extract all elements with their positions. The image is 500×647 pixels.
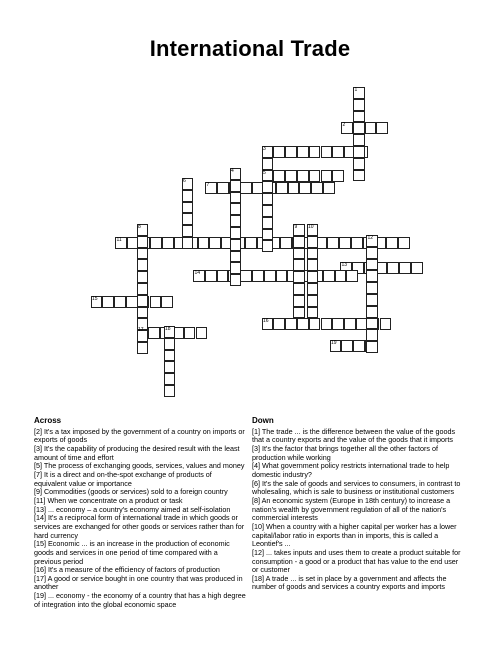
grid-cell[interactable]	[341, 340, 353, 352]
clue-down-8: [8] An economic system (Europe in 18th century) to increase a nation's wealth by government regulation of all of the nation's commercial interests	[252, 495, 451, 523]
grid-number: 3	[263, 146, 266, 153]
grid-cell[interactable]	[411, 262, 423, 274]
grid-cell[interactable]	[280, 237, 292, 249]
grid-cell[interactable]	[182, 237, 194, 249]
down-clues	[252, 417, 466, 592]
grid-cell[interactable]	[137, 295, 149, 307]
grid-cell[interactable]	[321, 146, 333, 158]
grid-cell[interactable]	[297, 170, 309, 182]
clue-across-2: [2] It's a tax imposed by the government of a country on imports or exports of goods	[34, 426, 245, 445]
grid-cell[interactable]	[137, 236, 149, 248]
grid-cell[interactable]	[307, 236, 319, 248]
clue-down-6: [6] It's the sale of goods and services to consumers, in contrast to wholesaling, which is sale to business or institutional customers	[252, 478, 461, 497]
grid-cell[interactable]	[399, 262, 411, 274]
grid-cell[interactable]	[230, 251, 242, 263]
grid-cell[interactable]	[196, 327, 208, 339]
grid-cell[interactable]	[273, 318, 285, 330]
grid-cell[interactable]	[230, 203, 242, 215]
clue-across-13: [13] ... economy – a country's economy aimed at self-isolation	[34, 504, 231, 514]
grid-number: 15	[92, 296, 98, 303]
grid-cell[interactable]	[366, 294, 378, 306]
grid-cell[interactable]	[351, 237, 363, 249]
grid-cell[interactable]	[353, 99, 365, 111]
grid-cell[interactable]	[198, 237, 210, 249]
grid-cell[interactable]	[321, 170, 333, 182]
grid-cell[interactable]	[230, 274, 242, 286]
grid-cell[interactable]	[164, 361, 176, 373]
grid-cell[interactable]	[293, 236, 305, 248]
grid-number: 14	[194, 270, 201, 277]
grid-number: 18	[165, 326, 171, 333]
grid-number: 8	[138, 224, 141, 231]
grid-cell[interactable]	[276, 270, 288, 282]
grid-cell[interactable]	[346, 270, 358, 282]
grid-cell[interactable]	[262, 240, 274, 252]
clue-across-14: [14] It's a reciprocal form of international trade in which goods or services are exchanged for other goods or services rather than for hard currency	[34, 513, 245, 540]
grid-cell[interactable]	[240, 270, 252, 282]
grid-number: 10	[308, 224, 314, 231]
grid-cell[interactable]	[137, 283, 149, 295]
grid-cell[interactable]	[353, 170, 365, 182]
grid-cell[interactable]	[339, 237, 351, 249]
grid-cell[interactable]	[293, 259, 305, 271]
grid-cell[interactable]	[307, 271, 319, 283]
down-heading: Down	[252, 416, 274, 425]
grid-cell[interactable]	[387, 262, 399, 274]
grid-cell[interactable]	[162, 237, 174, 249]
grid-cell[interactable]	[366, 329, 378, 341]
grid-cell[interactable]	[182, 190, 194, 202]
clue-across-11: [11] When we concentrate on a product or task	[34, 495, 183, 505]
grid-cell[interactable]	[230, 227, 242, 239]
grid-cell[interactable]	[386, 237, 398, 249]
grid-cell[interactable]	[293, 295, 305, 307]
grid-cell[interactable]	[309, 146, 321, 158]
clue-across-7: [7] It is a direct and on-the-spot exchange of products of equivalent value or importance	[34, 469, 212, 488]
grid-cell[interactable]	[332, 318, 344, 330]
grid-number: 5	[263, 170, 266, 177]
grid-cell[interactable]	[230, 192, 242, 204]
grid-cell[interactable]	[164, 385, 176, 397]
grid-cell[interactable]	[297, 318, 309, 330]
grid-cell[interactable]	[353, 122, 365, 134]
clue-down-12: [12] ... takes inputs and uses them to create a product suitable for consumption - a good or a product that has value to the end user or customer	[252, 547, 461, 575]
clue-down-18: [18] A trade ... is set in place by a government and affects the number of goods and services a country exports and imports	[252, 573, 447, 592]
grid-cell[interactable]	[353, 111, 365, 123]
grid-cell[interactable]	[252, 270, 264, 282]
grid-cell[interactable]	[365, 122, 377, 134]
grid-cell[interactable]	[353, 340, 365, 352]
grid-cell[interactable]	[311, 182, 323, 194]
clue-across-9: [9] Commodities (goods or services) sold to a foreign country	[34, 487, 228, 497]
grid-cell[interactable]	[323, 182, 335, 194]
grid-cell[interactable]	[137, 307, 149, 319]
grid-cell[interactable]	[299, 182, 311, 194]
grid-number: 17	[138, 327, 144, 334]
grid-cell[interactable]	[150, 237, 162, 249]
grid-cell[interactable]	[297, 146, 309, 158]
clue-across-15: [15] Economic ... is an increase in the production of economic goods and services in one period of time compared with a previous period	[34, 539, 230, 566]
grid-cell[interactable]	[366, 259, 378, 271]
clue-across-17: [17] A good or service bought in one country that was produced in another	[34, 573, 243, 592]
grid-cell[interactable]	[137, 342, 149, 354]
grid-cell[interactable]	[366, 341, 378, 353]
grid-number: 4	[231, 168, 234, 175]
grid-cell[interactable]	[184, 327, 196, 339]
clue-across-3: [3] It's the capability of producing the desired result with the least amount of time and effort	[34, 443, 240, 462]
grid-cell[interactable]	[217, 182, 229, 194]
grid-cell[interactable]	[366, 282, 378, 294]
grid-cell[interactable]	[285, 318, 297, 330]
grid-cell[interactable]	[307, 307, 319, 319]
grid-cell[interactable]	[327, 237, 339, 249]
grid-cell[interactable]	[164, 350, 176, 362]
grid-cell[interactable]	[276, 182, 288, 194]
clue-down-3: [3] It's the factor that brings together all the other factors of production while working	[252, 443, 438, 462]
grid-cell[interactable]	[262, 158, 274, 170]
grid-cell[interactable]	[293, 283, 305, 295]
grid-cell[interactable]	[366, 270, 378, 282]
clue-down-4: [4] What government policy restricts international trade to help domestic industry?	[252, 461, 450, 479]
grid-cell[interactable]	[398, 237, 410, 249]
grid-cell[interactable]	[332, 146, 344, 158]
grid-cell[interactable]	[262, 205, 274, 217]
grid-cell[interactable]	[353, 134, 365, 146]
grid-cell[interactable]	[273, 170, 285, 182]
grid-cell[interactable]	[353, 158, 365, 170]
grid-cell[interactable]	[321, 318, 333, 330]
grid-cell[interactable]	[230, 215, 242, 227]
grid-cell[interactable]	[293, 248, 305, 260]
clue-down-1: [1] The trade ... is the difference between the value of the goods that a country exports and the value of the goods that it imports	[252, 426, 456, 445]
grid-cell[interactable]	[161, 296, 173, 308]
grid-cell[interactable]	[293, 307, 305, 319]
grid-cell[interactable]	[262, 193, 274, 205]
grid-cell[interactable]	[380, 318, 392, 330]
grid-cell[interactable]	[288, 182, 300, 194]
grid-cell[interactable]	[309, 170, 321, 182]
grid-number: 2	[342, 122, 346, 129]
grid-cell[interactable]	[205, 270, 217, 282]
clue-across-19: [19] ... economy - the economy of a country that has a high degree of integration into the global economic space	[34, 591, 246, 609]
grid-cell[interactable]	[335, 270, 347, 282]
grid-number: 13	[341, 262, 348, 269]
grid-cell[interactable]	[262, 229, 274, 241]
grid-cell[interactable]	[114, 296, 126, 308]
grid-cell[interactable]	[230, 180, 242, 192]
grid-cell[interactable]	[366, 318, 378, 330]
grid-cell[interactable]	[309, 318, 321, 330]
grid-number: 12	[367, 235, 374, 242]
grid-cell[interactable]	[150, 296, 162, 308]
grid-cell[interactable]	[102, 296, 114, 308]
page-title: International Trade	[149, 36, 351, 61]
clue-down-10: [10] When a country with a higher capital per worker has a lower capital/labor ratio in exports than in imports, this is called a Leontief's ...	[252, 521, 457, 549]
grid-cell[interactable]	[285, 170, 297, 182]
grid-cell[interactable]	[307, 248, 319, 260]
grid-number: 1	[354, 87, 358, 94]
grid-cell[interactable]	[332, 170, 344, 182]
grid-cell[interactable]	[307, 259, 319, 271]
grid-number: 7	[206, 182, 210, 189]
grid-cell[interactable]	[209, 237, 221, 249]
grid-cell[interactable]	[164, 338, 176, 350]
grid-cell[interactable]	[264, 270, 276, 282]
grid-cell[interactable]	[262, 181, 274, 193]
grid-cell[interactable]	[366, 306, 378, 318]
grid-cell[interactable]	[230, 262, 242, 274]
grid-cell[interactable]	[182, 213, 194, 225]
grid-cell[interactable]	[137, 271, 149, 283]
grid-number: 6	[183, 178, 186, 185]
grid-cell[interactable]	[376, 122, 388, 134]
grid-cell[interactable]	[293, 271, 305, 283]
grid-cell[interactable]	[137, 248, 149, 260]
grid-cell[interactable]	[182, 202, 194, 214]
clue-across-5: [5] The process of exchanging goods, services, values and money	[34, 461, 245, 471]
grid-number: 9	[294, 224, 298, 231]
grid-cell[interactable]	[240, 182, 252, 194]
grid-cell[interactable]	[323, 270, 335, 282]
grid-cell[interactable]	[307, 295, 319, 307]
grid-cell[interactable]	[366, 247, 378, 259]
across-clues	[34, 417, 246, 609]
grid-number: 11	[116, 237, 122, 244]
grid-cell[interactable]	[273, 146, 285, 158]
grid-cell[interactable]	[353, 146, 365, 158]
grid-cell[interactable]	[217, 270, 229, 282]
grid-cell[interactable]	[182, 225, 194, 237]
grid-number: 16	[263, 318, 269, 325]
clue-across-16: [16] It's a measure of the efficiency of factors of production	[34, 565, 220, 575]
grid-cell[interactable]	[164, 373, 176, 385]
grid-cell[interactable]	[285, 146, 297, 158]
grid-cell[interactable]	[344, 318, 356, 330]
across-heading: Across	[34, 416, 62, 425]
grid-cell[interactable]	[245, 237, 257, 249]
grid-number: 19	[331, 340, 337, 347]
grid-cell[interactable]	[262, 217, 274, 229]
grid-cell[interactable]	[148, 327, 160, 339]
grid-cell[interactable]	[307, 283, 319, 295]
grid-cell[interactable]	[230, 239, 242, 251]
grid-cell[interactable]	[137, 259, 149, 271]
